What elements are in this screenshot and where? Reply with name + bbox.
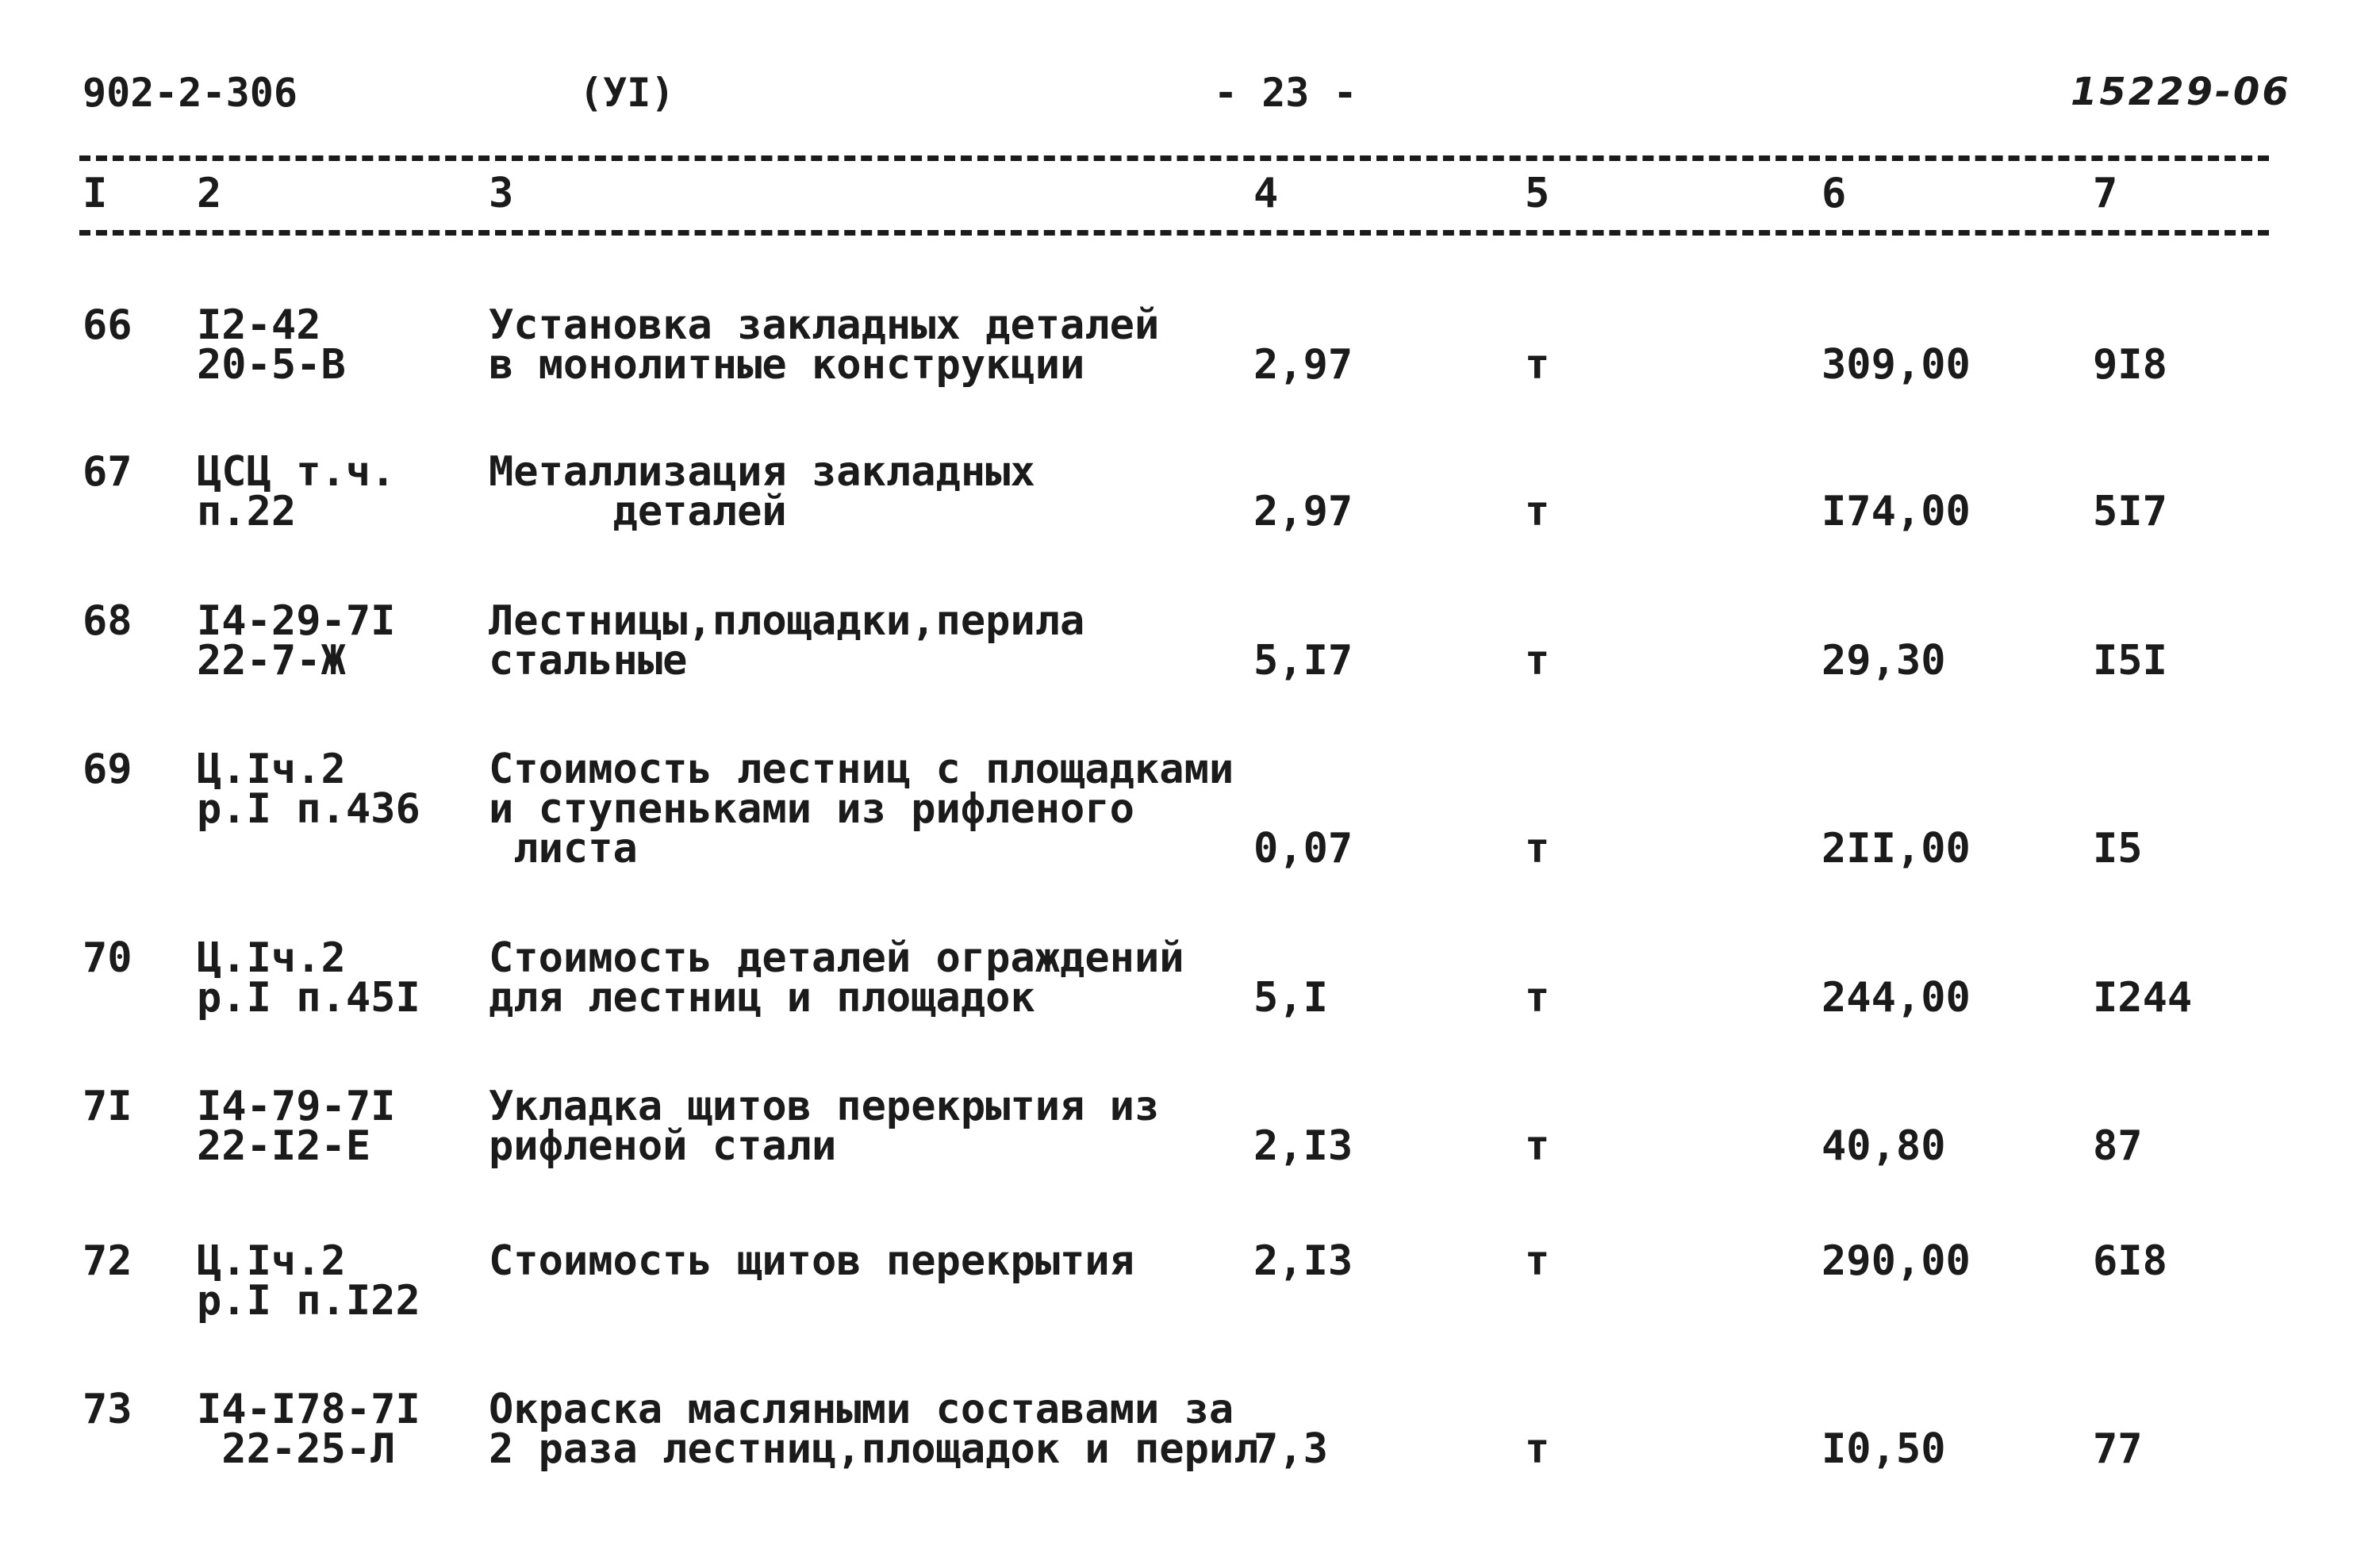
unit-price: 244,00 bbox=[1821, 974, 1971, 1022]
document-code: 902-2-306 bbox=[83, 70, 298, 116]
quantity: 2,I3 bbox=[1253, 1237, 1353, 1285]
archive-stamp: 15229-06 bbox=[2071, 70, 2291, 114]
unit: т bbox=[1525, 488, 1550, 535]
section-number: (УI) bbox=[579, 70, 675, 116]
unit-price: 309,00 bbox=[1821, 341, 1971, 389]
work-description: Окраска масляными составами за 2 раза лестниц,площадок и перил bbox=[489, 1386, 1259, 1473]
unit: т bbox=[1525, 637, 1550, 685]
column-header-6: 6 bbox=[1821, 170, 1847, 217]
total-cost: I5 bbox=[2093, 825, 2143, 872]
work-description: Стоимость деталей ограждений для лестниц и площадок bbox=[489, 934, 1184, 1022]
unit-price: 2II,00 bbox=[1821, 825, 1971, 872]
row-number: 68 bbox=[83, 597, 132, 645]
norm-code: Ц.Iч.2 р.I п.I22 bbox=[197, 1237, 420, 1325]
unit: т bbox=[1525, 1122, 1550, 1170]
unit: т bbox=[1525, 825, 1550, 872]
row-number: 66 bbox=[83, 301, 132, 349]
column-header-1: I bbox=[83, 170, 108, 217]
row-number: 73 bbox=[83, 1386, 132, 1433]
row-number: 69 bbox=[83, 746, 132, 793]
unit-price: I74,00 bbox=[1821, 488, 1971, 535]
table-top-rule bbox=[79, 155, 2269, 161]
column-header-5: 5 bbox=[1525, 170, 1550, 217]
norm-code: I4-29-7I 22-7-Ж bbox=[197, 597, 396, 685]
column-header-7: 7 bbox=[2093, 170, 2118, 217]
quantity: 0,07 bbox=[1253, 825, 1353, 872]
quantity: 5,I7 bbox=[1253, 637, 1353, 685]
total-cost: 9I8 bbox=[2093, 341, 2167, 389]
work-description: Лестницы,площадки,перила стальные bbox=[489, 597, 1085, 685]
norm-code: ЦСЦ т.ч. п.22 bbox=[197, 448, 396, 535]
page-number: - 23 - bbox=[1214, 70, 1357, 116]
unit-price: I0,50 bbox=[1821, 1425, 1946, 1473]
norm-code: I4-I78-7I 22-25-Л bbox=[197, 1386, 420, 1473]
unit: т bbox=[1525, 1237, 1550, 1285]
unit-price: 29,30 bbox=[1821, 637, 1946, 685]
unit: т bbox=[1525, 974, 1550, 1022]
row-number: 70 bbox=[83, 934, 132, 982]
quantity: 2,97 bbox=[1253, 341, 1353, 389]
table-header-rule bbox=[79, 230, 2269, 236]
total-cost: 77 bbox=[2093, 1425, 2143, 1473]
total-cost: 6I8 bbox=[2093, 1237, 2167, 1285]
column-header-4: 4 bbox=[1253, 170, 1279, 217]
norm-code: I4-79-7I 22-I2-Е bbox=[197, 1083, 396, 1170]
row-number: 72 bbox=[83, 1237, 132, 1285]
column-header-2: 2 bbox=[197, 170, 222, 217]
row-number: 7I bbox=[83, 1083, 132, 1130]
quantity: 7,3 bbox=[1253, 1425, 1328, 1473]
work-description: Металлизация закладных деталей bbox=[489, 448, 1035, 535]
unit-price: 290,00 bbox=[1821, 1237, 1971, 1285]
norm-code: I2-42 20-5-В bbox=[197, 301, 346, 389]
norm-code: Ц.Iч.2 р.I п.436 bbox=[197, 746, 420, 833]
work-description: Стоимость лестниц с площадками и ступеньками из рифленого листа bbox=[489, 746, 1234, 872]
quantity: 5,I bbox=[1253, 974, 1328, 1022]
column-header-3: 3 bbox=[489, 170, 514, 217]
total-cost: 5I7 bbox=[2093, 488, 2167, 535]
work-description: Укладка щитов перекрытия из рифленой стали bbox=[489, 1083, 1160, 1170]
norm-code: Ц.Iч.2 р.I п.45I bbox=[197, 934, 420, 1022]
work-description: Стоимость щитов перекрытия bbox=[489, 1237, 1134, 1285]
total-cost: 87 bbox=[2093, 1122, 2143, 1170]
work-description: Установка закладных деталей в монолитные конструкции bbox=[489, 301, 1160, 389]
unit: т bbox=[1525, 341, 1550, 389]
row-number: 67 bbox=[83, 448, 132, 496]
quantity: 2,I3 bbox=[1253, 1122, 1353, 1170]
total-cost: I244 bbox=[2093, 974, 2193, 1022]
total-cost: I5I bbox=[2093, 637, 2167, 685]
unit: т bbox=[1525, 1425, 1550, 1473]
unit-price: 40,80 bbox=[1821, 1122, 1946, 1170]
quantity: 2,97 bbox=[1253, 488, 1353, 535]
